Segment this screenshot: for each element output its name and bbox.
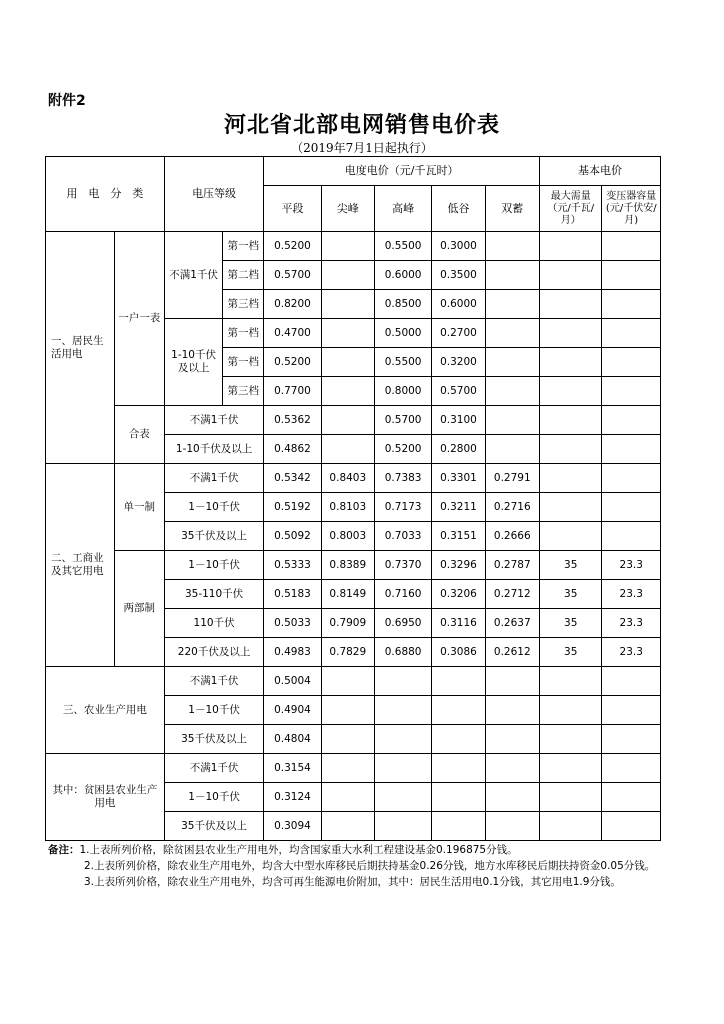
cell-transformer: 23.3 — [602, 638, 661, 667]
note-2: 2.上表所列价格，除农业生产用电外，均含大中型水库移民后期扶持基金0.26分钱，地方水库移民后期扶持资金0.05分钱。 — [84, 860, 656, 872]
cell-peak: 0.7160 — [374, 580, 431, 609]
voltage-label: 35千伏及以上 — [164, 812, 263, 841]
voltage-label: 1－10千伏 — [164, 551, 263, 580]
subcat-two-part: 两部制 — [114, 551, 164, 667]
header-voltage: 电压等级 — [164, 157, 263, 232]
cell-flat: 0.5700 — [264, 261, 321, 290]
voltage-below-1kv: 不满1千伏 — [164, 232, 222, 319]
subcat-single-meter: 一户一表 — [114, 232, 164, 406]
notes-label: 备注： — [48, 844, 80, 856]
cell-flat: 0.5200 — [264, 232, 321, 261]
cell-flat: 0.5092 — [264, 522, 321, 551]
category-resident: 一、居民生活用电 — [46, 232, 115, 464]
cell-valley: 0.6000 — [432, 290, 485, 319]
voltage-label: 1－10千伏 — [164, 783, 263, 812]
cell-transformer — [602, 406, 661, 435]
cell-sharp-peak: 0.8389 — [321, 551, 374, 580]
cell-transformer — [602, 493, 661, 522]
voltage-label: 1－10千伏 — [164, 493, 263, 522]
cell-sharp-peak — [321, 290, 374, 319]
cell-transformer — [602, 464, 661, 493]
cell-flat: 0.8200 — [264, 290, 321, 319]
cell-demand — [539, 261, 602, 290]
notes — [48, 842, 668, 890]
cell-demand — [539, 493, 602, 522]
cell-valley: 0.3211 — [432, 493, 485, 522]
table-row — [46, 232, 661, 261]
cell-sharp-peak — [321, 348, 374, 377]
cell-demand — [539, 522, 602, 551]
voltage-label: 不满1千伏 — [164, 754, 263, 783]
cell-peak: 0.5700 — [374, 406, 431, 435]
note-1: 备注：1.上表所列价格，除贫困县农业生产用电外，均含国家重大水利工程建设基金0.196875分钱。 — [48, 844, 518, 856]
cell-dual: 0.2666 — [485, 522, 539, 551]
cell-valley: 0.3151 — [432, 522, 485, 551]
voltage-label: 35-110千伏 — [164, 580, 263, 609]
voltage-label: 不满1千伏 — [164, 406, 263, 435]
voltage-label: 220千伏及以上 — [164, 638, 263, 667]
cell-peak: 0.7383 — [374, 464, 431, 493]
cell-peak: 0.8000 — [374, 377, 431, 406]
cell-valley: 0.3100 — [432, 406, 485, 435]
cell-flat: 0.5200 — [264, 348, 321, 377]
cell-peak: 0.6950 — [374, 609, 431, 638]
cell-flat: 0.5192 — [264, 493, 321, 522]
cell-sharp-peak — [321, 261, 374, 290]
cell-peak: 0.5000 — [374, 319, 431, 348]
cell-valley: 0.3500 — [432, 261, 485, 290]
cell-flat: 0.4904 — [264, 696, 321, 725]
cell-demand — [539, 290, 602, 319]
page-subtitle: （2019年7月1日起执行） — [291, 141, 433, 155]
cell-dual — [485, 348, 539, 377]
tier-label: 第三档 — [223, 290, 264, 319]
cell-peak: 0.7370 — [374, 551, 431, 580]
cell-demand — [539, 319, 602, 348]
header-energy-price: 电度电价（元/千瓦时） — [264, 157, 540, 186]
cell-demand — [539, 348, 602, 377]
cell-demand: 35 — [539, 609, 602, 638]
cell-flat: 0.4804 — [264, 725, 321, 754]
tier-label: 第二档 — [223, 261, 264, 290]
voltage-label: 1－10千伏 — [164, 696, 263, 725]
cell-valley: 0.3086 — [432, 638, 485, 667]
cell-flat: 0.3094 — [264, 812, 321, 841]
subcat-combined-meter: 合表 — [114, 406, 164, 464]
cell-sharp-peak — [321, 232, 374, 261]
cell-transformer — [602, 290, 661, 319]
table-row — [46, 551, 661, 580]
cell-flat: 0.4983 — [264, 638, 321, 667]
cell-valley: 0.3296 — [432, 551, 485, 580]
price-table — [45, 156, 661, 841]
cell-transformer — [602, 348, 661, 377]
cell-transformer: 23.3 — [602, 551, 661, 580]
table-row — [46, 406, 661, 435]
cell-demand — [539, 406, 602, 435]
category-poor-county-agriculture: 其中：贫困县农业生产用电 — [46, 754, 165, 841]
header-category: 用 电 分 类 — [46, 157, 165, 232]
cell-dual — [485, 435, 539, 464]
cell-sharp-peak: 0.8403 — [321, 464, 374, 493]
header-transformer: 变压器容量(元/千伏安/月) — [602, 186, 661, 232]
cell-valley: 0.2800 — [432, 435, 485, 464]
cell-dual: 0.2637 — [485, 609, 539, 638]
cell-flat: 0.4862 — [264, 435, 321, 464]
cell-transformer — [602, 319, 661, 348]
cell-dual — [485, 232, 539, 261]
cell-peak: 0.7033 — [374, 522, 431, 551]
cell-valley: 0.5700 — [432, 377, 485, 406]
cell-flat: 0.5033 — [264, 609, 321, 638]
subcat-single-system: 单一制 — [114, 464, 164, 551]
tier-label: 第一档 — [223, 348, 264, 377]
cell-peak: 0.5200 — [374, 435, 431, 464]
cell-flat: 0.5362 — [264, 406, 321, 435]
cell-dual — [485, 319, 539, 348]
cell-valley: 0.2700 — [432, 319, 485, 348]
cell-demand: 35 — [539, 638, 602, 667]
header-col-sharp-peak: 尖峰 — [321, 186, 374, 232]
cell-dual — [485, 377, 539, 406]
cell-peak: 0.7173 — [374, 493, 431, 522]
cell-dual — [485, 290, 539, 319]
cell-sharp-peak — [321, 319, 374, 348]
cell-transformer — [602, 261, 661, 290]
cell-sharp-peak: 0.8003 — [321, 522, 374, 551]
header-max-demand: 最大需量（元/千瓦/月） — [539, 186, 602, 232]
header-col-flat: 平段 — [264, 186, 321, 232]
cell-dual — [485, 406, 539, 435]
cell-flat: 0.3124 — [264, 783, 321, 812]
category-industrial: 二、工商业及其它用电 — [46, 464, 115, 667]
cell-transformer: 23.3 — [602, 609, 661, 638]
cell-dual: 0.2716 — [485, 493, 539, 522]
header-col-dual: 双蓄 — [485, 186, 539, 232]
cell-demand — [539, 377, 602, 406]
header-col-peak: 高峰 — [374, 186, 431, 232]
cell-peak: 0.5500 — [374, 348, 431, 377]
cell-dual: 0.2791 — [485, 464, 539, 493]
tier-label: 第一档 — [223, 319, 264, 348]
voltage-label: 35千伏及以上 — [164, 725, 263, 754]
cell-peak: 0.6000 — [374, 261, 431, 290]
table-row — [46, 667, 661, 696]
cell-sharp-peak: 0.7909 — [321, 609, 374, 638]
cell-sharp-peak: 0.7829 — [321, 638, 374, 667]
category-agriculture: 三、农业生产用电 — [46, 667, 165, 754]
cell-flat: 0.7700 — [264, 377, 321, 406]
cell-flat: 0.5183 — [264, 580, 321, 609]
cell-dual: 0.2612 — [485, 638, 539, 667]
cell-transformer — [602, 435, 661, 464]
cell-demand — [539, 435, 602, 464]
cell-sharp-peak — [321, 377, 374, 406]
cell-demand: 35 — [539, 580, 602, 609]
cell-sharp-peak — [321, 435, 374, 464]
attachment-label: 附件2 — [48, 93, 86, 109]
cell-demand — [539, 464, 602, 493]
cell-flat: 0.3154 — [264, 754, 321, 783]
voltage-label: 110千伏 — [164, 609, 263, 638]
cell-demand — [539, 232, 602, 261]
cell-sharp-peak — [321, 406, 374, 435]
cell-flat: 0.5333 — [264, 551, 321, 580]
cell-flat: 0.5004 — [264, 667, 321, 696]
page-title: 河北省北部电网销售电价表 — [223, 112, 500, 138]
header-col-valley: 低谷 — [432, 186, 485, 232]
cell-valley: 0.3116 — [432, 609, 485, 638]
cell-dual — [485, 261, 539, 290]
cell-valley: 0.3000 — [432, 232, 485, 261]
cell-sharp-peak: 0.8103 — [321, 493, 374, 522]
note-3: 3.上表所列价格，除农业生产用电外，均含可再生能源电价附加，其中：居民生活用电0.1分钱，其它用电1.9分钱。 — [84, 876, 621, 888]
cell-valley: 0.3301 — [432, 464, 485, 493]
tier-label: 第三档 — [223, 377, 264, 406]
voltage-1-10kv: 1-10千伏及以上 — [164, 319, 222, 406]
cell-peak: 0.5500 — [374, 232, 431, 261]
cell-dual: 0.2712 — [485, 580, 539, 609]
tier-label: 第一档 — [223, 232, 264, 261]
table-row — [46, 754, 661, 783]
cell-valley: 0.3206 — [432, 580, 485, 609]
voltage-label: 不满1千伏 — [164, 464, 263, 493]
voltage-label: 1-10千伏及以上 — [164, 435, 263, 464]
cell-flat: 0.4700 — [264, 319, 321, 348]
cell-transformer — [602, 232, 661, 261]
voltage-label: 35千伏及以上 — [164, 522, 263, 551]
cell-demand: 35 — [539, 551, 602, 580]
header-basic-price: 基本电价 — [539, 157, 660, 186]
cell-transformer: 23.3 — [602, 580, 661, 609]
cell-peak: 0.6880 — [374, 638, 431, 667]
cell-transformer — [602, 377, 661, 406]
table-row — [46, 464, 661, 493]
cell-transformer — [602, 522, 661, 551]
cell-dual: 0.2787 — [485, 551, 539, 580]
cell-flat: 0.5342 — [264, 464, 321, 493]
cell-peak: 0.8500 — [374, 290, 431, 319]
cell-valley: 0.3200 — [432, 348, 485, 377]
cell-sharp-peak: 0.8149 — [321, 580, 374, 609]
voltage-label: 不满1千伏 — [164, 667, 263, 696]
